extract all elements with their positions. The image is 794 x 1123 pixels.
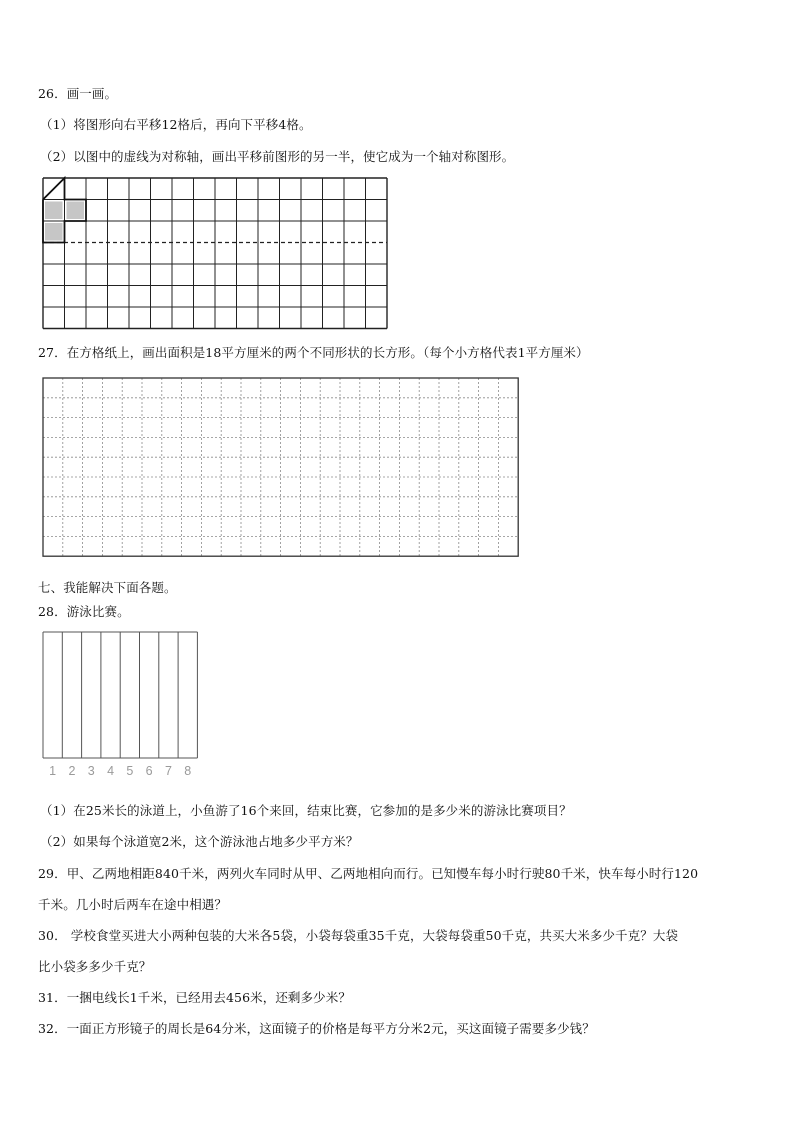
q28-sub2: （2）如果每个泳道宽2米，这个游泳池占地多少平方米？ <box>40 834 359 849</box>
lane-number-6: 6 <box>145 764 153 778</box>
q27-grid-svg <box>42 377 525 560</box>
q30-line1: 30． 学校食堂买进大小两种包装的大米各5袋，小袋每袋重35千克，大袋每袋重50千克，共买大米多少千克？大袋 <box>38 928 679 943</box>
section7-title: 七、我能解决下面各题。 <box>38 580 177 595</box>
q26-sub2: （2）以图中的虚线为对称轴，画出平移前图形的另一半，使它成为一个轴对称图形。 <box>40 149 515 164</box>
q27-grid-paper[interactable] <box>42 377 525 560</box>
q30-line2: 比小袋多多少千克？ <box>38 959 152 974</box>
q28-sub1: （1）在25米长的泳道上，小鱼游了16个来回，结束比赛，它参加的是多少米的游泳比赛项目？ <box>40 803 572 818</box>
q26-grid[interactable] <box>42 177 388 329</box>
q29-line1: 29．甲、乙两地相距840千米，两列火车同时从甲、乙两地相向而行。已知慢车每小时行驶80千米，快车每小时行120 <box>38 866 699 881</box>
q26-sub1: （1）将图形向右平移12格后，再向下平移4格。 <box>40 117 312 132</box>
lane-number-8: 8 <box>184 764 192 778</box>
lane-number-4: 4 <box>107 764 115 778</box>
lane-number-7: 7 <box>164 764 172 778</box>
shaded-square <box>45 223 63 241</box>
q26-grid-svg <box>42 177 388 329</box>
lane-number-1: 1 <box>49 764 57 778</box>
lane-number-2: 2 <box>68 764 76 778</box>
q26-title: 26．画一画。 <box>38 86 118 101</box>
q32-title: 32．一面正方形镜子的周长是64分米，这面镜子的价格是每平方分米2元，买这面镜子需要多少钱？ <box>38 1021 595 1036</box>
q27-title: 27．在方格纸上，画出面积是18平方厘米的两个不同形状的长方形。（每个小方格代表1平方厘米） <box>38 345 589 360</box>
swimming-pool <box>42 631 202 783</box>
swimming-pool-svg <box>42 631 202 783</box>
q31-title: 31．一捆电线长1千米，已经用去456米，还剩多少米？ <box>38 990 351 1005</box>
shaded-square <box>45 202 63 220</box>
lane-number-5: 5 <box>126 764 134 778</box>
q28-title: 28．游泳比赛。 <box>38 604 130 619</box>
q29-line2: 千米。几小时后两车在途中相遇？ <box>38 897 228 912</box>
lane-number-3: 3 <box>87 764 95 778</box>
shaded-square <box>67 202 85 220</box>
